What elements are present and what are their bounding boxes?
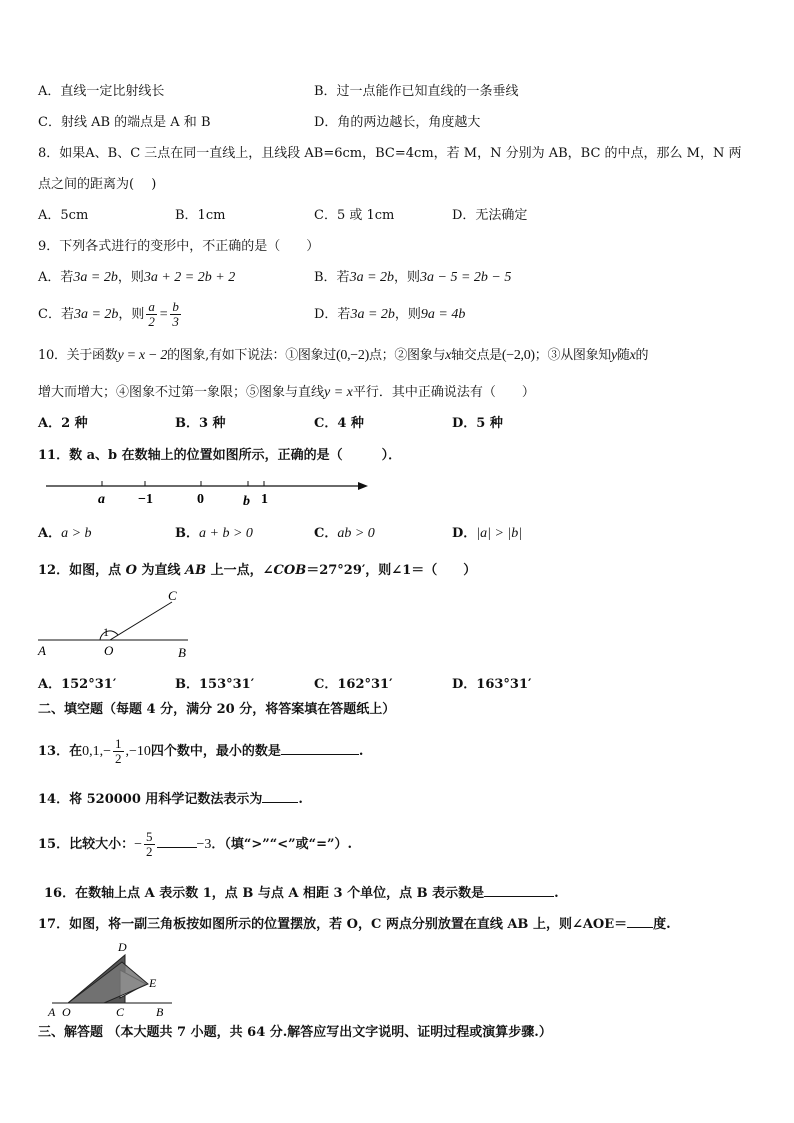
q15-frac-den: 2	[146, 844, 153, 859]
q15-frac-num: 5	[146, 829, 153, 844]
q15	[38, 828, 352, 862]
q13-p1: 13．在	[38, 744, 83, 759]
q10-option-b: B．3 种	[175, 416, 226, 431]
q14-answer-blank[interactable]	[262, 802, 298, 803]
q17-label-b: B	[156, 1005, 164, 1018]
q13-m1: 0,1,−	[82, 744, 111, 759]
q9-c-frac2-num: b	[172, 299, 179, 314]
q10-m3: x	[445, 348, 452, 363]
q9-c-prefix: C．若	[38, 307, 74, 322]
q9-c-frac2	[170, 300, 181, 329]
q17-label-o: O	[62, 1005, 71, 1018]
q13-m2: ,−10	[125, 744, 151, 759]
q9-a-math2: 3a + 2 = 2b + 2	[143, 270, 236, 285]
q9-option-b	[314, 270, 511, 286]
q17-label-c: C	[116, 1005, 125, 1018]
q8-stem-line2: 点之间的距离为( )	[38, 177, 157, 192]
q13-answer-blank[interactable]	[281, 754, 359, 755]
q12-label-o: O	[104, 643, 114, 658]
q12-option-d: D．163°31′	[452, 677, 532, 692]
q11-stem: 11．数 a、b 在数轴上的位置如图所示，正确的是（ ）．	[38, 448, 402, 463]
q15-p2: ．（填“>”“<”或“=”）.	[211, 837, 352, 852]
q11-option-d	[452, 526, 522, 542]
q10-m2: (0,−2)	[336, 348, 369, 363]
q8-option-a: A．5cm	[38, 208, 89, 223]
q10-l2-m1: y = x	[324, 385, 353, 400]
q10-p1: 10．关于函数	[38, 348, 118, 363]
q10-line1	[38, 348, 648, 364]
q10-m1: y = x − 2	[117, 348, 168, 363]
q17-p1: 17．如图，将一副三角板按如图所示的位置摆放，若 O，C 两点分别放置在直线 AB 上，则∠AOE＝	[38, 917, 628, 932]
q13	[38, 735, 363, 769]
section-3-heading: 三、解答题 （本大题共 7 小题，共 64 分.解答应写出文字说明、证明过程或演算步骤.）	[38, 1025, 552, 1040]
q10-option-a: A．2 种	[38, 416, 88, 431]
q9-a-prefix: A．若	[38, 270, 74, 285]
q12-ab: AB	[185, 563, 207, 578]
q11-axis-arrow	[358, 482, 368, 490]
q15-m2: −3	[196, 837, 212, 852]
q12-p2: 为直线	[136, 563, 186, 578]
q12-option-b: B．153°31′	[175, 677, 255, 692]
q9-b-mid: ，则	[394, 270, 421, 285]
q10-l2-p2: 平行．其中正确说法有（ ）	[352, 385, 535, 400]
q16	[44, 886, 559, 902]
q11-d-math: |a| > |b|	[476, 526, 523, 541]
q9-d-prefix: D．若	[314, 307, 351, 322]
q11-c-math: ab > 0	[337, 526, 375, 541]
q9-stem: 9．下列各式进行的变形中，不正确的是（ ）	[38, 239, 320, 254]
q7-option-d: D．角的两边越长，角度越大	[314, 115, 481, 130]
section-2-heading: 二、填空题（每题 4 分，满分 20 分，将答案填在答题纸上）	[38, 702, 396, 717]
q9-d-math2: 9a = 4b	[420, 307, 466, 322]
q12-option-c: C．162°31′	[314, 677, 393, 692]
q9-c-eq: =	[158, 307, 169, 322]
q12-p4: ＝27°29′，则∠1＝（ ）	[306, 563, 477, 578]
q10-m5: y	[611, 348, 617, 363]
q9-option-c	[38, 300, 183, 330]
q12-stem	[38, 563, 476, 579]
q15-frac	[144, 830, 155, 859]
q9-a-mid: ，则	[117, 270, 144, 285]
q12-label-1: 1	[103, 625, 109, 639]
q11-d-label: D．	[452, 526, 477, 541]
q9-c-frac1-den: 2	[148, 314, 155, 329]
q9-c-frac1-num: a	[148, 299, 155, 314]
q9-option-a	[38, 270, 235, 286]
q9-d-math1: 3a = 2b	[350, 307, 395, 322]
q11-option-a	[38, 526, 92, 542]
q11-option-c	[314, 526, 375, 542]
q16-p1: 16．在数轴上点 A 表示数 1，点 B 与点 A 相距 3 个单位，点 B 表示数是	[44, 886, 485, 901]
q9-b-prefix: B．若	[314, 270, 350, 285]
q14-p1: 14．将 520000 用科学记数法表示为	[38, 792, 263, 807]
q9-c-frac1	[146, 300, 157, 329]
q11-label-1: 1	[261, 492, 268, 507]
q9-b-math2: 3a − 5 = 2b − 5	[420, 270, 512, 285]
q13-p2: 四个数中，最小的数是	[150, 744, 281, 759]
q16-p2: .	[554, 886, 559, 901]
q9-a-math1: 3a = 2b	[73, 270, 118, 285]
q11-a-label: A．	[38, 526, 62, 541]
q10-l2-p1: 增大而增大；④图象不过第一象限；⑤图象与直线	[38, 385, 325, 400]
q15-p1: 15．比较大小：	[38, 837, 135, 852]
q16-answer-blank[interactable]	[484, 896, 554, 897]
q8-option-b: B．1cm	[175, 208, 226, 223]
q10-p7: 的	[635, 348, 649, 363]
q17-p2: 度.	[653, 917, 671, 932]
q12-label-a: A	[38, 643, 46, 658]
q11-a-math: a > b	[61, 526, 92, 541]
q15-neg: −	[134, 837, 142, 852]
q9-option-d	[314, 307, 465, 323]
q12-p3: 上一点，	[206, 563, 263, 578]
q11-label-0: 0	[197, 492, 204, 507]
q12-angle: ∠COB	[262, 563, 307, 578]
q12-ray-oc	[110, 602, 172, 640]
q11-label-a: a	[98, 492, 105, 507]
q17-label-e: E	[149, 976, 157, 990]
q8-option-d: D．无法确定	[452, 208, 528, 223]
q8-option-c: C．5 或 1cm	[314, 208, 395, 223]
q12-label-b: B	[178, 645, 186, 660]
q10-option-c: C．4 种	[314, 416, 364, 431]
q11-label-neg1: −1	[138, 492, 153, 507]
q12-label-c: C	[168, 588, 177, 603]
q10-p5: ；③从图象知	[534, 348, 611, 363]
q9-c-math1: 3a = 2b	[73, 307, 119, 322]
q9-b-math1: 3a = 2b	[349, 270, 395, 285]
q15-answer-blank[interactable]	[157, 847, 197, 848]
q10-p6: 随	[616, 348, 630, 363]
q11-option-b	[175, 526, 253, 542]
q17	[38, 917, 671, 933]
q11-b-label: B．	[175, 526, 199, 541]
q12-p1: 12．如图，点	[38, 563, 126, 578]
q11-number-line	[44, 474, 374, 508]
q17-figure	[44, 940, 184, 1018]
q12-figure	[36, 588, 196, 660]
q10-p3: 点；②图象与	[368, 348, 446, 363]
q13-frac	[113, 737, 124, 766]
q17-label-d: D	[118, 940, 127, 954]
q13-frac-num: 1	[115, 736, 122, 751]
q7-option-c: C．射线 AB 的端点是 A 和 B	[38, 115, 211, 130]
q10-line2	[38, 385, 535, 401]
q17-answer-blank[interactable]	[627, 927, 653, 928]
q12-o: O	[125, 563, 137, 578]
q9-c-mid: ，则	[118, 307, 145, 322]
q13-p3: .	[358, 744, 364, 759]
q11-b-math: a + b > 0	[199, 526, 253, 541]
q8-stem-line1: 8．如果A、B、C 三点在同一直线上，且线段 AB=6cm，BC=4cm，若 M，N 分别为 AB，BC 的中点，那么 M，N 两	[38, 146, 742, 161]
q10-m4: (−2,0)	[501, 348, 535, 363]
q11-label-b: b	[243, 494, 250, 508]
q13-frac-den: 2	[115, 751, 122, 766]
q9-d-mid: ，则	[394, 307, 421, 322]
q11-c-label: C．	[314, 526, 338, 541]
q10-m6: x	[629, 348, 636, 363]
q12-option-a: A．152°31′	[38, 677, 117, 692]
q7-option-a: A．直线一定比射线长	[38, 84, 165, 99]
q14-p2: .	[298, 792, 303, 807]
q17-label-a: A	[48, 1005, 56, 1018]
q10-p2: 的图象,有如下说法：①图象过	[167, 348, 337, 363]
q9-c-frac2-den: 3	[172, 314, 179, 329]
q7-option-b: B．过一点能作已知直线的一条垂线	[314, 84, 519, 99]
q17-triangle-small	[68, 962, 148, 1003]
q10-p4: 轴交点是	[451, 348, 502, 363]
q14	[38, 792, 303, 808]
q10-option-d: D．5 种	[452, 416, 503, 431]
